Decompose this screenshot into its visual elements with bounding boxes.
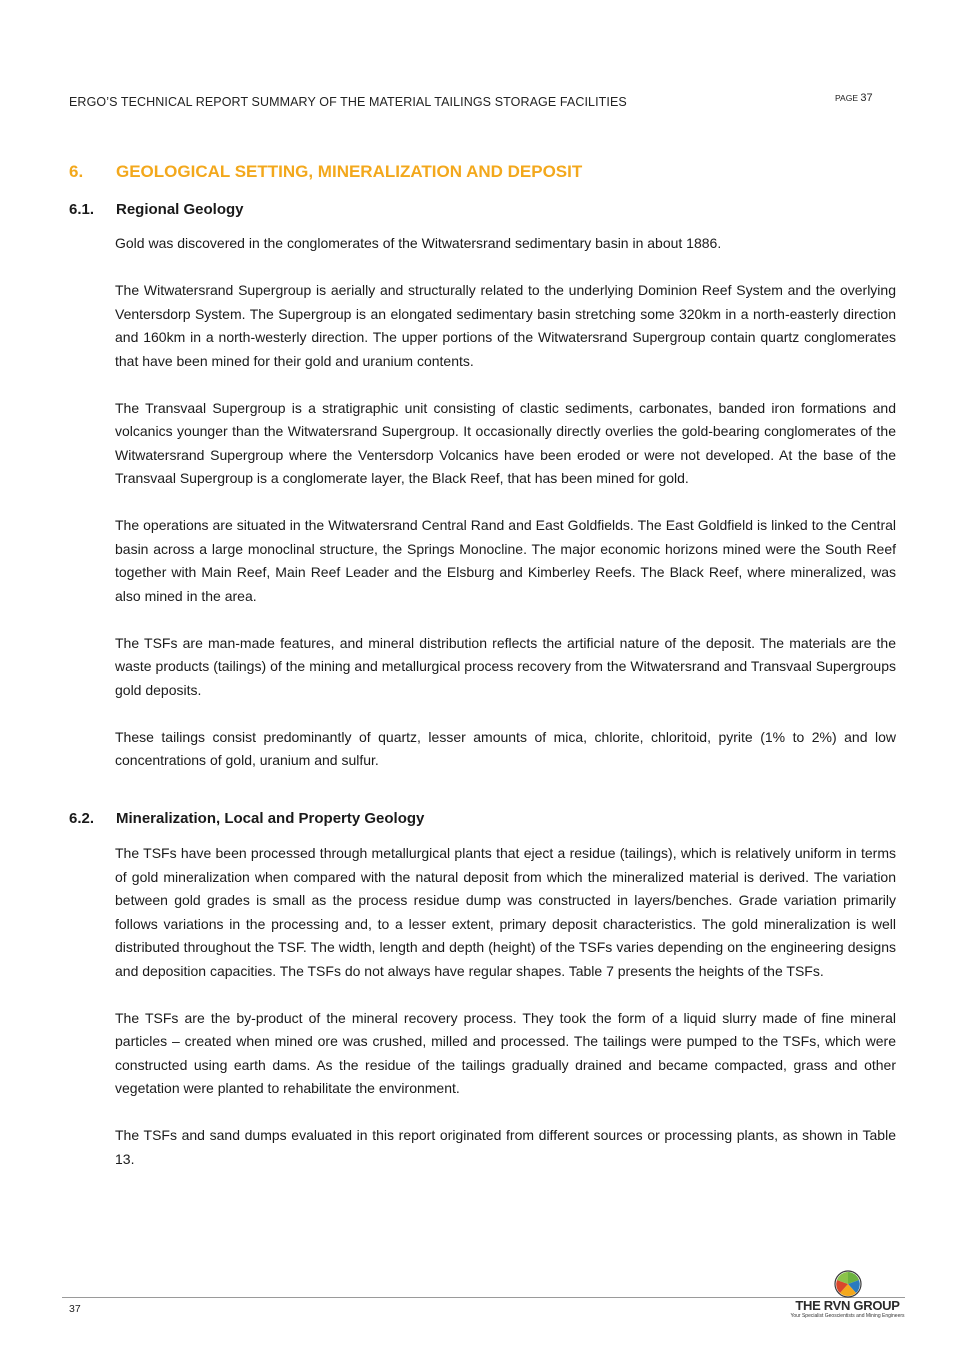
paragraph: Gold was discovered in the conglomerates of the Witwatersrand sedimentary basin in about 1886. [115, 235, 722, 251]
subsection-heading-mineralization [69, 810, 424, 827]
footer-page-number: 37 [69, 1303, 81, 1315]
subsection-number: 6.1. [69, 201, 95, 218]
paragraph: The Witwatersrand Supergroup is aerially and structurally related to the underlying Dominion Reef System and the overlying Ventersdorp System. The Supergroup is an elongated sedimentary basin stretching some 320km in a north-easterly direction and 160km in a north-westerly direction. The upper portions of the Witwatersrand Supergroup contain quartz conglomerates that have been mined for their gold and uranium contents. [115, 282, 896, 369]
page-prefix: PAGE [835, 93, 858, 103]
mineralization-body [115, 842, 896, 1171]
paragraph: The operations are situated in the Witwatersrand Central Rand and East Goldfields. The East Goldfield is linked to the Central basin across a large monoclinal structure, the Springs Monocline. The major economic horizons mined were the South Reef together with Main Reef, Main Reef Leader and the Elsburg and Kimberley Reefs. The Black Reef, where mineralized, was also mined in the area. [115, 517, 896, 604]
paragraph: The TSFs are man-made features, and mineral distribution reflects the artificial nature of the deposit. The materials are the waste products (tailings) of the mining and metallurgical process recovery from the Witwatersrand and Transvaal Supergroups gold deposits. [115, 634, 896, 698]
section-number: 6. [69, 162, 84, 181]
paragraph: The TSFs have been processed through metallurgical plants that eject a residue (tailings), which is relatively uniform in terms of gold mineralization when compared with the natural deposit from which the mineralized material is derived. The variation between gold grades is small as the process residue dump was constructed in layers/benches. Grade variation primarily follows variations in the processing and, to a lesser extent, primary deposit characteristics. The gold mineralization is well distributed throughout the TSF. The width, length and depth (height) of the TSFs varies depending on the engineering designs and deposition capacities. The TSFs do not always have regular shapes. Table 7 presents the heights of the TSFs. [115, 845, 896, 979]
section-heading [69, 162, 582, 182]
company-logo [785, 1270, 910, 1322]
page-label [835, 92, 873, 104]
paragraph: The Transvaal Supergroup is a stratigraphic unit consisting of clastic sediments, carbonates, banded iron formations and volcanics younger than the Witwatersrand Supergroup. It occasionally directly overlies the gold-bearing conglomerates of the Witwatersrand Supergroup where the Ventersdorp Volcanics have been eroded or were not developed. At the base of the Transvaal Supergroup is a conglomerate layer, the Black Reef, that has been mined for gold. [115, 399, 896, 486]
subsection-title: Regional Geology [116, 201, 244, 218]
subsection-heading-regional-geology [69, 201, 244, 218]
running-header-title: ERGO’S TECHNICAL REPORT SUMMARY OF THE MATERIAL TAILINGS STORAGE FACILITIES [69, 95, 627, 109]
logo-tagline: Your Specialist Geoscientists and Mining Engineers [790, 1313, 905, 1319]
regional-geology-body [115, 232, 896, 773]
footer-divider [62, 1297, 905, 1298]
logo-name: THE RVN GROUP [795, 1298, 900, 1313]
section-title: GEOLOGICAL SETTING, MINERALIZATION AND DEPOSIT [116, 162, 583, 181]
paragraph: These tailings consist predominantly of quartz, lesser amounts of mica, chlorite, chloritoid, pyrite (1% to 2%) and low concentrations of gold, uranium and sulfur. [115, 728, 896, 768]
subsection-number: 6.2. [69, 810, 95, 827]
paragraph: The TSFs are the by-product of the mineral recovery process. They took the form of a liquid slurry made of fine mineral particles – created when mined ore was crushed, milled and processed. The tailings were pumped to the TSFs, which were constructed using earth dams. As the residue of the tailings gradually drained and became compacted, grass and other vegetation were planted to rehabilitate the environment. [115, 1009, 896, 1096]
paragraph: The TSFs and sand dumps evaluated in this report originated from different sources or processing plants, as shown in Table 13. [115, 1127, 896, 1167]
subsection-title: Mineralization, Local and Property Geology [116, 810, 425, 827]
logo-wheel-icon [834, 1270, 862, 1298]
page-label-number: 37 [860, 92, 873, 104]
